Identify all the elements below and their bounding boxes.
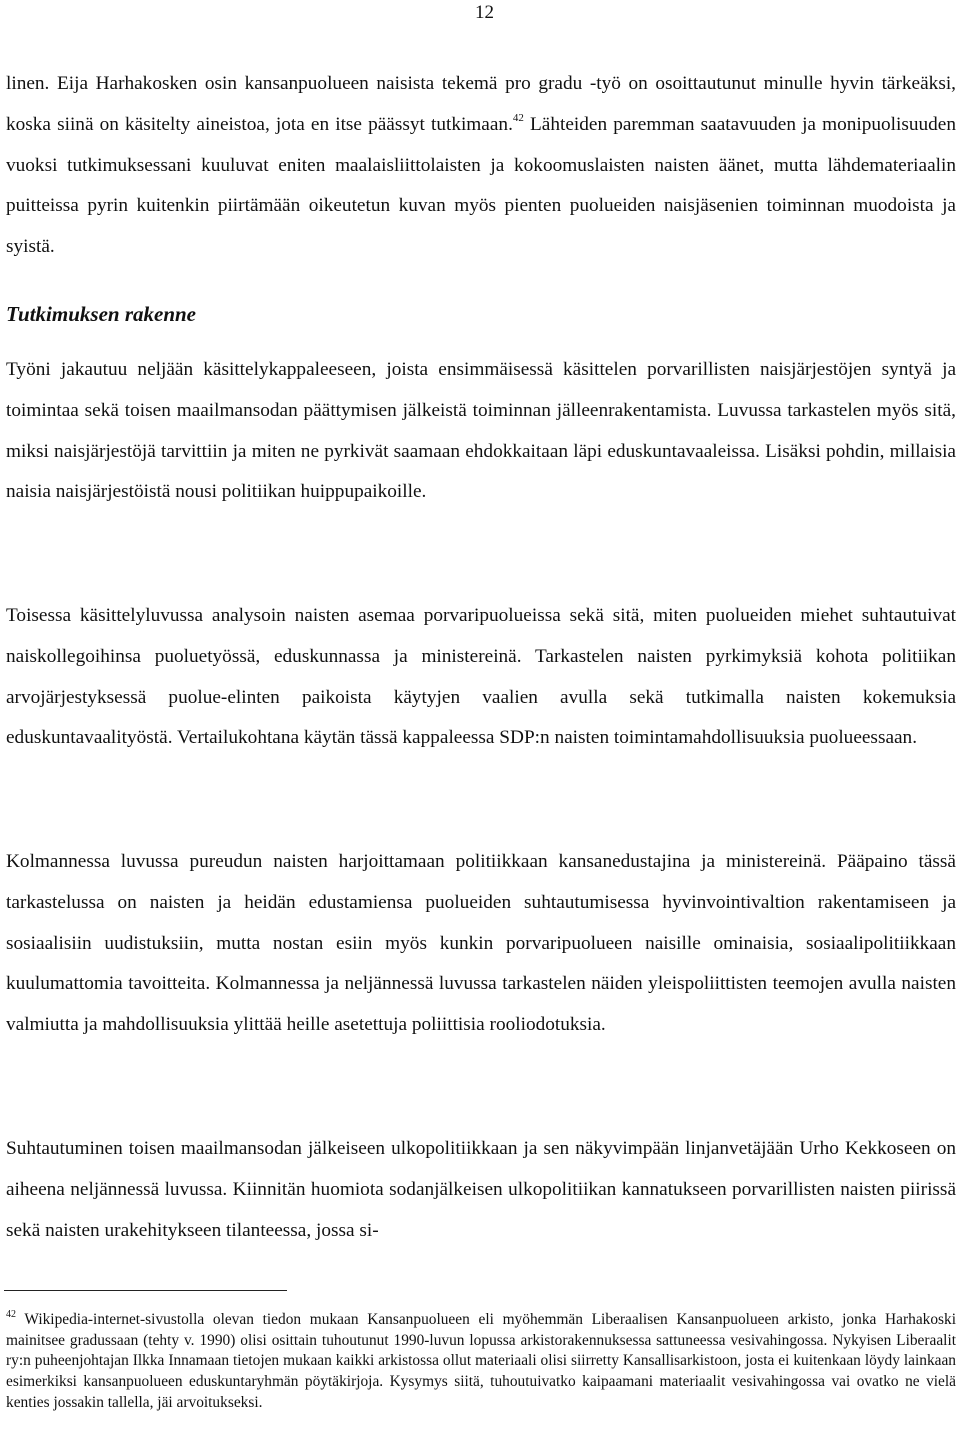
structure-paragraph-4: Suhtautuminen toisen maailmansodan jälkeiseen ulkopolitiikkaan ja sen näkyvimpään linjanvetäjään Urho Kekkoseen on aiheena neljännessä luvussa. Kiinnitän huomiota sodanjälkeisen ulkopolitiikan kannatukseen porvarillisten naisten piirissä sekä naisten urakehitykseen tilanteessa, jossa si- bbox=[6, 1138, 956, 1241]
page-number: 12 bbox=[475, 2, 494, 23]
structure-paragraph-2: Toisessa käsittelyluvussa analysoin naisten asemaa porvaripuolueissa sekä sitä, miten puolueiden miehet suhtautuivat naiskollegoihinsa puoluetyössä, eduskunnassa ja ministereinä. Tarkastelen naisten pyrkimyksiä kohota politiikan arvojärjestyksessä puolue-elinten paikoista käytyjen vaalien avulla sekä tutkimalla naisten kokemuksia eduskuntavaalityöstä. Vertailukohtana käytän tässä kappaleessa SDP:n naisten toimintamahdollisuuksia puolueessaan. bbox=[6, 605, 956, 749]
intro-text-after-ref: Lähteiden paremman saatavuuden ja monipuolisuuden vuoksi tutkimuksessani kuuluvat eniten maalaisliittolaisten ja kokoomuslaisten naisten äänet, mutta lähdemateriaalin puitteissa pyrin kuitenkin piirtämään oikeutetun kuvan myös pienten puolueiden naisjäsenien toiminnan muodoista ja syistä. bbox=[6, 113, 956, 258]
intro-paragraph bbox=[6, 64, 956, 268]
footnote-reference: 42 bbox=[512, 111, 524, 124]
footnote-divider bbox=[4, 1290, 287, 1291]
footnote-marker: 42 bbox=[6, 1309, 16, 1320]
intro-text-before-ref: linen. Eija Harhakosken osin kansanpuolueen naisista tekemä pro gradu -työ on osoittautunut minulle hyvin tärkeäksi, koska siinä on käsitelty aineistoa, jota en itse päässyt tutkimaan. bbox=[6, 73, 956, 135]
footnote bbox=[6, 1310, 956, 1414]
section-heading: Tutkimuksen rakenne bbox=[6, 302, 197, 326]
structure-paragraph-1: Työni jakautuu neljään käsittelykappaleeseen, joista ensimmäisessä käsittelen porvarillisten naisjärjestöjen syntyä ja toimintaa sekä toisen maailmansodan päättymisen jälkeistä toiminnan jälleenrakentamista. Luvussa tarkastelen myös sitä, miksi naisjärjestöjä tarvittiin ja miten ne pyrkivät saamaan ehdokkaitaan läpi eduskuntavaaleissa. Lisäksi pohdin, millaisia naisia naisjärjestöistä nousi politiikan huippupaikoille. bbox=[6, 359, 956, 503]
footnote-text: Wikipedia-internet-sivustolla olevan tiedon mukaan Kansanpuolueen eli myöhemmän Liberaalisen Kansanpuolueen arkisto, jonka Harhakoski mainitsee gradussaan (tehty v. 1990) olisi osittain tuhoutunut 1990-luvun lopussa arkistorakennuksessa sattuneessa vesivahingossa. Nykyisen Liberaalit ry:n puheenjohtajan Ilkka Innamaan tietojen mukaan kaikki arkistossa ollut materiaali olisi siirretty Kansallisarkistoon, josta ei kuitenkaan löydy lainkaan esimerkiksi kansanpuolueen eduskuntaryhmän pöytäkirjoja. Kysymys siitä, tuhoutuivatko kaipaamani materiaalit vesivahingossa vai ovatko ne vielä kenties jossakin tallella, jäi arvoitukseksi. bbox=[6, 1311, 956, 1411]
structure-paragraph-3: Kolmannessa luvussa pureudun naisten harjoittamaan politiikkaan kansanedustajina ja ministereinä. Pääpaino tässä tarkastelussa on naisten ja heidän edustamiensa puolueiden suhtautumisessa hyvinvointivaltion rakentamiseen ja sosiaalisiin uudistuksiin, mutta nostan esiin myös kunkin porvaripuolueen naisille ominaisia, sosiaalipolitiikkaan kuulumattomia tavoitteita. Kolmannessa ja neljännessä luvussa tarkastelen näiden yleispoliittisten teemojen avulla naisten valmiutta ja mahdollisuuksia ylittää heille asetettuja poliittisia rooliodotuksia. bbox=[6, 851, 956, 1036]
